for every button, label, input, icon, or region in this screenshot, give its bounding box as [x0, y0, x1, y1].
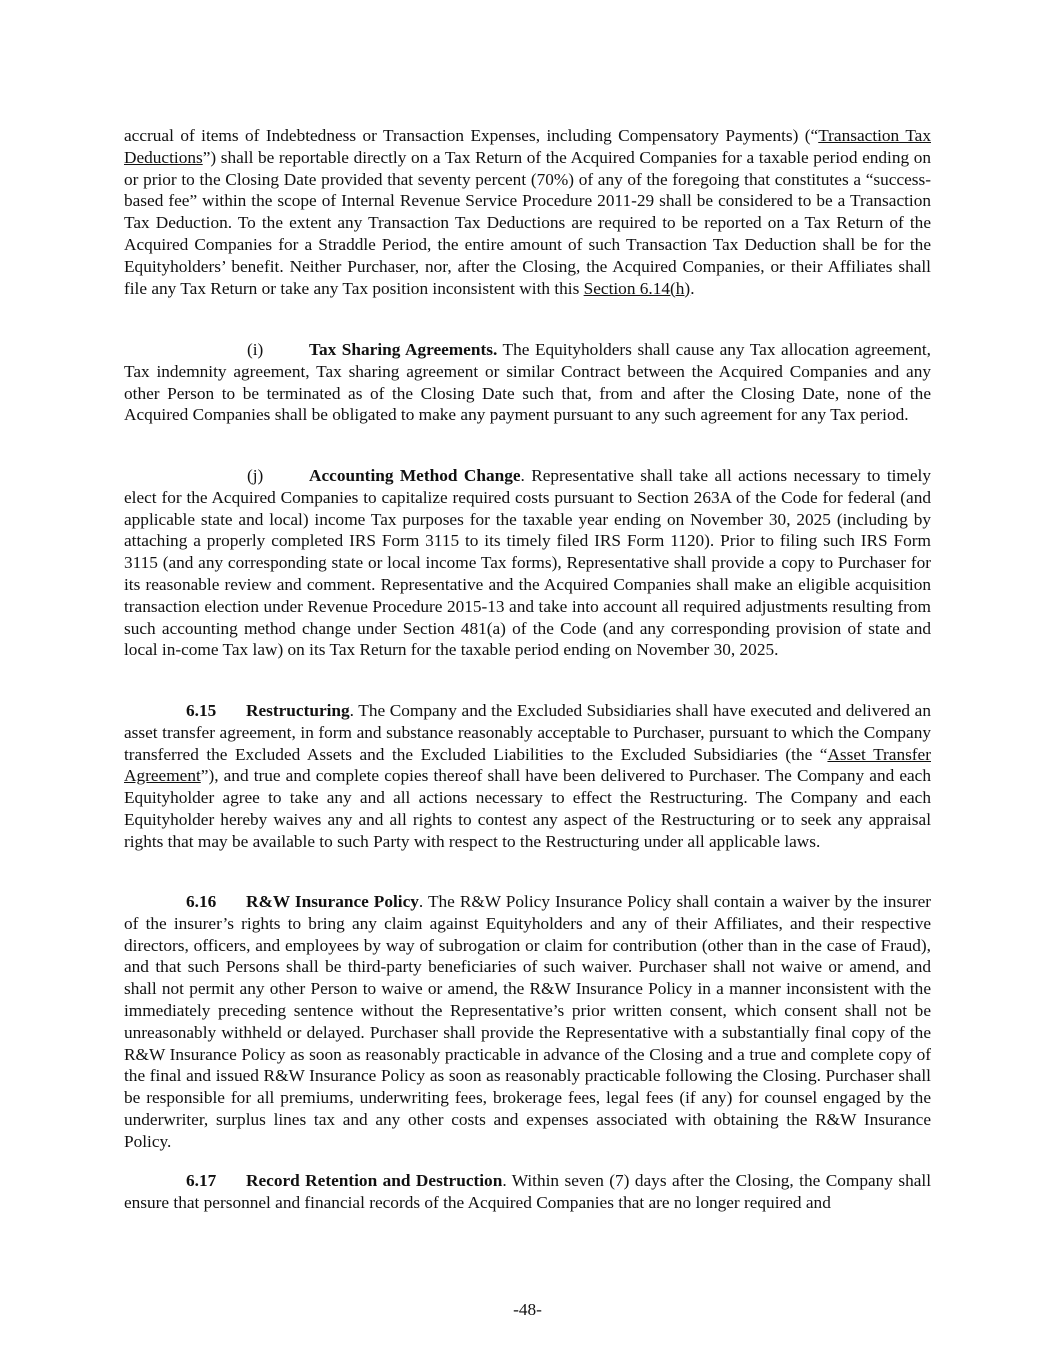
text: ”), and true and complete copies thereof shall have been delivered to Purchaser. The Company and each Equityholder agree to take any and all actions necessary to effect the Restructuring. The Company and each Equityholder hereby waives any and all rights to contest any aspect of the Restructuring or to seek any appraisal rights that may be available to such Party with respect to the Restructuring under all applicable laws. [124, 766, 931, 851]
text: ”) shall be reportable directly on a Tax Return of the Acquired Companies for a taxable period ending on or prior to the Closing Date provided that seventy percent (70%) of any of the foregoing that constitutes a “success-based fee” within the scope of Internal Revenue Service Procedure 2011-29 shall be considered to be a Transaction Tax Deduction. To the extent any Transaction Tax Deductions are required to be reported on a Tax Return of the Acquired Companies for a Straddle Period, the entire amount of such Transaction Tax Deduction shall be for the Equityholders’ benefit. Neither Purchaser, nor, after the Closing, the Acquired Companies, or their Affiliates shall file any Tax Return or take any Tax position inconsistent with this [124, 147, 931, 298]
subsection-number: (i) [247, 340, 264, 359]
text: The Equityholders shall cause any Tax allocation agreement, Tax indemnity agreement, Tax sharing agreement or similar Contract between the Acquired Companies and any other Person to be terminated as of the Closing Date such that, from and after the Closing Date, none of the Acquired Companies shall be obligated to make any payment pursuant to any such agreement for any Tax period. [124, 340, 931, 425]
section-reference: Section 6.14(h) [583, 278, 691, 298]
paragraph-accounting-method-change [124, 465, 931, 661]
text: . The R&W Policy Insurance Policy shall contain a waiver by the insurer of the insurer’s rights to bring any claim against Equityholders and any of their Affiliates, and their respective directors, officers, and employees by way of subrogation or claim for contribution (other than in the case of Fraud), and that such Persons shall be third-party beneficiaries of such waiver. Purchaser shall not waive or amend, and shall not permit any other Person to waive or amend, the R&W Insurance Policy in a manner inconsistent with the immediately preceding sentence without the Representative’s prior written consent, which consent shall not be unreasonably withheld or delayed. Purchaser shall provide the Representative with a substantially final copy of the R&W Insurance Policy as soon as reasonably practicable in advance of the Closing and a true and complete copy of the final and issued R&W Insurance Policy as soon as reasonably practicable following the Closing. Purchaser shall be responsible for all premiums, underwriting fees, brokerage fees, legal fees (if any) for counsel engaged by the underwriter, surplus lines tax and any other costs and expenses associated with obtaining the R&W Insurance Policy. [124, 892, 931, 1151]
text: . Representative shall take all actions necessary to timely elect for the Acquired Companies to capitalize required costs pursuant to Section 263A of the Code for federal (and applicable state and local) income Tax purposes for the taxable year ending on November 30, 2025 (including by attaching a properly completed IRS Form 3115 to its timely filed IRS Form 1120). Prior to filing such IRS Form 3115 (and any corresponding state or local income Tax forms), Representative shall provide a copy to Purchaser for its reasonable review and comment. Representative and the Acquired Companies shall make an eligible acquisition transaction election under Revenue Procedure 2015-13 and take into account all required adjustments resulting from such accounting method change under Section 481(a) of the Code (and any corresponding provision of state and local in-come Tax law) on its Tax Return for the taxable period ending on November 30, 2025. [124, 466, 931, 660]
section-number: 6.16 [186, 892, 217, 911]
section-rw-insurance-policy [124, 891, 931, 1153]
section-number: 6.15 [186, 701, 217, 720]
section-restructuring [124, 700, 931, 853]
section-heading: R&W Insurance Policy [246, 892, 419, 911]
text: . [690, 278, 695, 298]
text: accrual of items of Indebtedness or Transaction Expenses, including Compensatory Payments) (“ [124, 126, 819, 145]
subsection-heading: Accounting Method Change [309, 466, 521, 485]
paragraph-tax-sharing-agreements [124, 339, 931, 426]
defined-term: Transaction Tax Deductions [124, 126, 931, 167]
section-number: 6.17 [186, 1171, 217, 1190]
paragraph-transaction-tax-deductions [124, 125, 931, 299]
defined-term: Asset Transfer Agreement [124, 744, 931, 786]
section-heading: Record Retention and Destruction [246, 1171, 503, 1190]
section-record-retention [124, 1170, 931, 1214]
subsection-heading: Tax Sharing Agreements. [309, 340, 498, 359]
section-heading: Restructuring [246, 701, 350, 720]
text: . Within seven (7) days after the Closing, the Company shall ensure that personnel and financial records of the Acquired Companies that are no longer required and [124, 1171, 931, 1212]
subsection-number: (j) [247, 466, 264, 485]
text: . The Company and the Excluded Subsidiaries shall have executed and delivered an asset transfer agreement, in form and substance reasonably acceptable to Purchaser, pursuant to which the Company transferred the Excluded Assets and the Excluded Liabilities to the Excluded Subsidiaries (the “ [124, 701, 931, 764]
page-number: -48- [513, 1300, 542, 1319]
